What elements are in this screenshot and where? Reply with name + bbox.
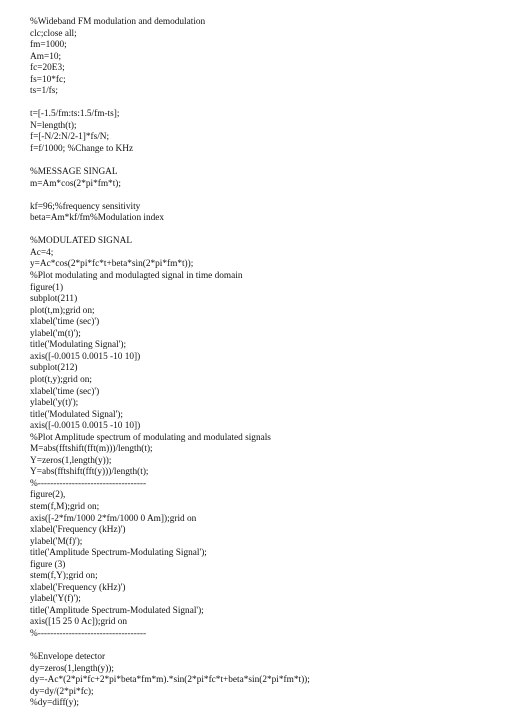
code-line: Y=zeros(1,length(y));: [30, 455, 112, 466]
code-line: xlabel('Frequency (kHz)'): [30, 525, 126, 536]
code-line: kf=96;%frequency sensitivity: [30, 201, 141, 212]
code-line: axis([-0.0015 0.0015 -10 10]): [30, 421, 141, 432]
code-line: %-----------------------------------: [30, 478, 147, 489]
matlab-code-listing: [30, 17, 525, 710]
code-line: xlabel('Frequency (kHz)'): [30, 582, 126, 593]
code-line: N=length(t);: [30, 120, 77, 131]
code-line: title('Modulating Signal');: [30, 340, 127, 351]
code-line: ts=1/fs;: [30, 86, 58, 97]
code-line: ylabel('m(t)');: [30, 328, 81, 339]
code-line: ylabel('M(f)');: [30, 536, 83, 547]
code-line: axis([15 25 0 Ac]);grid on: [30, 617, 128, 628]
code-line: xlabel('time (sec)'): [30, 386, 100, 397]
code-line: fm=1000;: [30, 40, 67, 51]
code-line: title('Modulated Signal');: [30, 409, 123, 420]
code-line: %Envelope detector: [30, 652, 106, 663]
code-line: m=Am*cos(2*pi*fm*t);: [30, 178, 121, 189]
blank-line: [30, 156, 525, 168]
code-line: plot(t,y);grid on;: [30, 374, 92, 385]
code-line: M=abs(fftshift(fft(m)))/length(t);: [30, 444, 153, 455]
code-line: plot(t,m);grid on;: [30, 305, 95, 316]
code-line: ylabel('Y(f)');: [30, 594, 81, 605]
code-line: title('Amplitude Spectrum-Modulated Signal');: [30, 605, 204, 616]
code-line: dy=zeros(1,length(y));: [30, 663, 114, 674]
code-line: t=[-1.5/fm:ts:1.5/fm-ts];: [30, 109, 120, 120]
code-line: %Wideband FM modulation and demodulation: [30, 17, 206, 27]
code-line: f=f/1000; %Change to KHz: [30, 144, 134, 155]
code-line: dy=-Ac*(2*pi*fc+2*pi*beta*fm*m).*sin(2*pi*fc*t+beta*sin(2*pi*fm*t));: [30, 675, 310, 686]
blank-line: [30, 190, 525, 202]
code-line: f=[-N/2:N/2-1]*fs/N;: [30, 132, 110, 143]
code-line: y=Ac*cos(2*pi*fc*t+beta*sin(2*pi*fm*t));: [30, 259, 194, 270]
code-line: %-----------------------------------: [30, 628, 147, 639]
code-line: ylabel('y(t)');: [30, 398, 79, 409]
code-line: axis([-2*fm/1000 2*fm/1000 0 Am]);grid on: [30, 513, 197, 524]
code-line: figure (3): [30, 559, 66, 570]
code-line: beta=Am*kf/fm%Modulation index: [30, 213, 165, 224]
code-line: subplot(212): [30, 363, 78, 374]
blank-line: [30, 98, 525, 110]
code-line: axis([-0.0015 0.0015 -10 10]): [30, 351, 141, 362]
code-line: figure(1): [30, 282, 64, 293]
code-line: title('Amplitude Spectrum-Modulating Signal');: [30, 548, 207, 559]
code-line: Ac=4;: [30, 247, 54, 258]
blank-line: [30, 641, 525, 653]
code-line: fs=10*fc;: [30, 74, 66, 85]
code-line: stem(f,M);grid on;: [30, 501, 100, 512]
code-line: %MODULATED SIGNAL: [30, 236, 132, 247]
code-line: %Plot Amplitude spectrum of modulating and modulated signals: [30, 432, 271, 443]
code-line: xlabel('time (sec)'): [30, 317, 100, 328]
code-line: figure(2),: [30, 490, 66, 501]
code-line: fc=20E3;: [30, 63, 65, 74]
code-line: Am=10;: [30, 51, 62, 62]
code-line: Y=abs(fftshift(fft(y)))/length(t);: [30, 467, 149, 478]
code-line: subplot(211): [30, 294, 78, 305]
code-line: %dy=diff(y);: [30, 698, 79, 709]
code-line: stem(f,Y);grid on;: [30, 571, 98, 582]
code-line: %Plot modulating and modulagted signal in time domain: [30, 271, 243, 282]
blank-line: [30, 225, 525, 237]
code-line: %MESSAGE SINGAL: [30, 167, 118, 178]
code-line: clc;close all;: [30, 28, 77, 39]
code-line: dy=dy/(2*pi*fc);: [30, 686, 94, 697]
